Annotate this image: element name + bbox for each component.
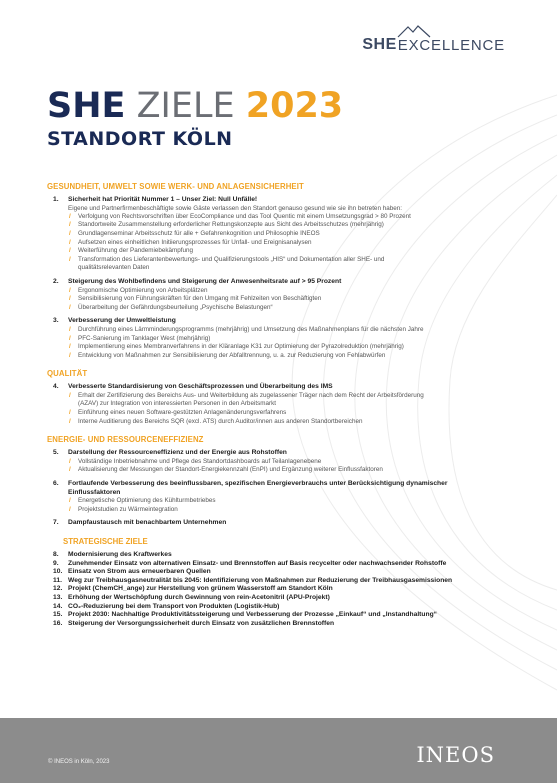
strategic-item: 10. Einsatz von Strom aus erneuerbaren Quellen — [53, 568, 211, 576]
strategic-item: 8. Modernisierung des Kraftwerkes — [53, 551, 172, 559]
mountain-icon — [396, 24, 432, 38]
strategic-item: 13. Erhöhung der Wertschöpfung durch Gewinnung von rein-Acetonitril (APU-Projekt) — [53, 593, 330, 601]
goal-text: Steigerung des Wohlbefindens und Steigerung der Anwesenheitsrate auf > 95 Prozent — [68, 277, 342, 285]
goal-description: Eigene und Partnerfirmenbeschäftigte sowie Gäste verlassen den Standort genauso gesund wie sie ihn betreten haben: — [68, 204, 402, 212]
page-title — [47, 86, 343, 126]
goal-item — [47, 317, 517, 326]
section-heading-qualitaet: QUALITÄT — [47, 369, 88, 379]
goal-number: 3. — [53, 317, 59, 325]
strategic-item: 11. Weg zur Treibhausgasneutralität bis 2045: Identifizierung von Maßnahmen zur Reduzierung der Treibhausgasemissionen — [53, 576, 453, 584]
goal-bullet: / Sensibilisierung von Führungskräften für den Umgang mit Fehlzeiten von Beschäftigten — [69, 295, 322, 303]
goal-text: Dampfaustausch mit benachbartem Unternehmen — [68, 519, 227, 527]
goal-item — [47, 449, 517, 458]
page-subtitle: STANDORT KÖLN — [47, 128, 233, 150]
strategic-item: 16. Steigerung der Versorgungssicherheit durch Einsatz von zusätzlichen Brennstoffen — [53, 619, 335, 627]
goal-bullet: / Transformation des Lieferantenbewertungs- und Qualifizierungstools „HIS“ und Dokumentation aller SHE- und — [69, 255, 385, 263]
goal-bullet: / Energetische Optimierung des Kühlturmbetriebes — [69, 497, 216, 505]
goal-bullet: / Grundlagenseminar Arbeitsschutz für alle + Gefahrenkognition und Philosophie INEOS — [69, 229, 320, 237]
goal-bullet: / Überarbeitung der Gefährdungsbeurteilung „Psychische Belastungen“ — [69, 303, 273, 311]
goal-bullet: / Projektstudien zu Wärmeintegration — [69, 505, 178, 513]
goal-bullet-continuation: (AZAV) zur Integration von interessierten Personen in den Arbeitsmarkt — [78, 400, 276, 408]
goal-bullet: / Durchführung eines Lärmminderungsprogramms (mehrjährig) und Umsetzung des Maßnahmenplans für die nächsten Jahre — [69, 325, 424, 333]
goal-bullet: / Implementierung eines Membranverfahrens in der Kläranlage K31 zur Optimierung der Pyrazolreduktion (mehrjährig) — [69, 343, 404, 351]
goal-bullet: / Standortweite Zusammenstellung erforderlicher Rettungskonzepte aus Sicht des Arbeitsschutzes (mehrjährig) — [69, 221, 384, 229]
goal-item — [47, 480, 517, 489]
goal-item — [47, 383, 517, 392]
section-heading-strategisch: STRATEGISCHE ZIELE — [63, 537, 148, 547]
section-heading-energie: ENERGIE- UND RESSOURCENEFFIZIENZ — [47, 435, 204, 445]
strategic-item: 9. Zunehmender Einsatz von alternativen Einsatz- und Brennstoffen auf Basis recycelter oder nachwachsender Rohstoffe — [53, 559, 447, 567]
strategic-item: 14. CO₂-Reduzierung bei dem Transport von Produkten (Logistik-Hub) — [53, 602, 280, 610]
goal-text: Verbesserung der Umweltleistung — [68, 317, 176, 325]
goal-text: Fortlaufende Verbesserung des beeinflussbaren, spezifischen Energieverbrauchs unter Berücksichtigung dynamischer — [68, 480, 448, 488]
title-year: 2023 — [245, 86, 344, 126]
title-ziele: ZIELE — [136, 86, 235, 126]
goal-item — [47, 519, 517, 528]
goal-bullet: / Entwicklung von Maßnahmen zur Sensibilisierung der Abfalltrennung, u. a. zur Reduzierung von Fehlabwürfen — [69, 351, 386, 359]
section-heading-gesundheit: GESUNDHEIT, UMWELT SOWIE WERK- UND ANLAGENSICHERHEIT — [47, 182, 304, 191]
goal-number: 2. — [53, 277, 59, 285]
goal-bullet-continuation: qualitätsrelevanten Daten — [78, 264, 150, 272]
goal-bullet: / Aufsetzen eines einheitlichen Initiierungsprozesses für Unfall- und Ereignisanalysen — [69, 238, 312, 246]
goal-number: 7. — [53, 519, 59, 527]
goal-text: Darstellung der Ressourceneffizienz und der Energie aus Rohstoffen — [68, 449, 287, 457]
goals-content — [47, 182, 517, 628]
strategic-item: 12. Projekt (ChemCH_ange) zur Herstellung von grünem Wasserstoff am Standort Köln — [53, 585, 333, 593]
goal-bullet: / Weiterführung der Pandemiebekämpfung — [69, 247, 194, 255]
goal-text: Verbesserte Standardisierung von Geschäftsprozessen und Überarbeitung des IMS — [68, 383, 333, 391]
she-excellence-logo — [362, 36, 505, 54]
goal-bullet: / Verfolgung von Rechtsvorschriften über EcoCompliance und das Tool Quentic mit einem Umsetzungsgrad > 80 Prozent — [69, 212, 411, 220]
title-she: SHE — [47, 86, 126, 126]
goal-number: 1. — [53, 196, 59, 203]
logo-excellence: EXCELLENCE — [397, 37, 505, 54]
goal-number: 6. — [53, 480, 59, 488]
ineos-logo: INEOS — [416, 743, 495, 767]
goal-text: Sicherheit hat Priorität Nummer 1 – Unser Ziel: Null Unfälle! — [68, 196, 258, 203]
goal-number: 5. — [53, 449, 59, 457]
goal-number: 4. — [53, 383, 59, 391]
goal-text-continuation: Einflussfaktoren — [68, 488, 121, 496]
goal-bullet: / Interne Auditierung des Bereichs SQR (excl. ATS) durch Auditor/innen aus anderen Standortbereichen — [69, 417, 363, 425]
goal-item — [47, 196, 517, 205]
goal-item — [47, 278, 517, 287]
logo-she: SHE — [362, 36, 397, 53]
goal-bullet: / Aktualisierung der Messungen der Standort-Energiekennzahl (EnPI) und Ergänzung weiterer Einflussfaktoren — [69, 466, 383, 474]
footer-copyright: © INEOS in Köln, 2023 — [48, 759, 110, 765]
goal-bullet: / Einführung eines neuen Software-gestützten Anlagenänderungsverfahrens — [69, 409, 287, 417]
goal-bullet: / Ergonomische Optimierung von Arbeitsplätzen — [69, 286, 208, 294]
goal-bullet: / PFC-Sanierung im Tanklager West (mehrjährig) — [69, 334, 211, 342]
goal-bullet: / Erhalt der Zertifizierung des Bereichs Aus- und Weiterbildung als zugelassener Träger nach dem Recht der Arbeitsförderung — [69, 391, 424, 399]
strategic-item: 15. Projekt 2030: Nachhaltige Produktivitätssteigerung und Verbesserung der Prozesse „Einkauf“ und „Instandhaltung“ — [53, 611, 438, 619]
goal-bullet: / Vollständige Inbetriebnahme und Pflege des Standortdashboards auf Teilanlagenebene — [69, 457, 322, 465]
